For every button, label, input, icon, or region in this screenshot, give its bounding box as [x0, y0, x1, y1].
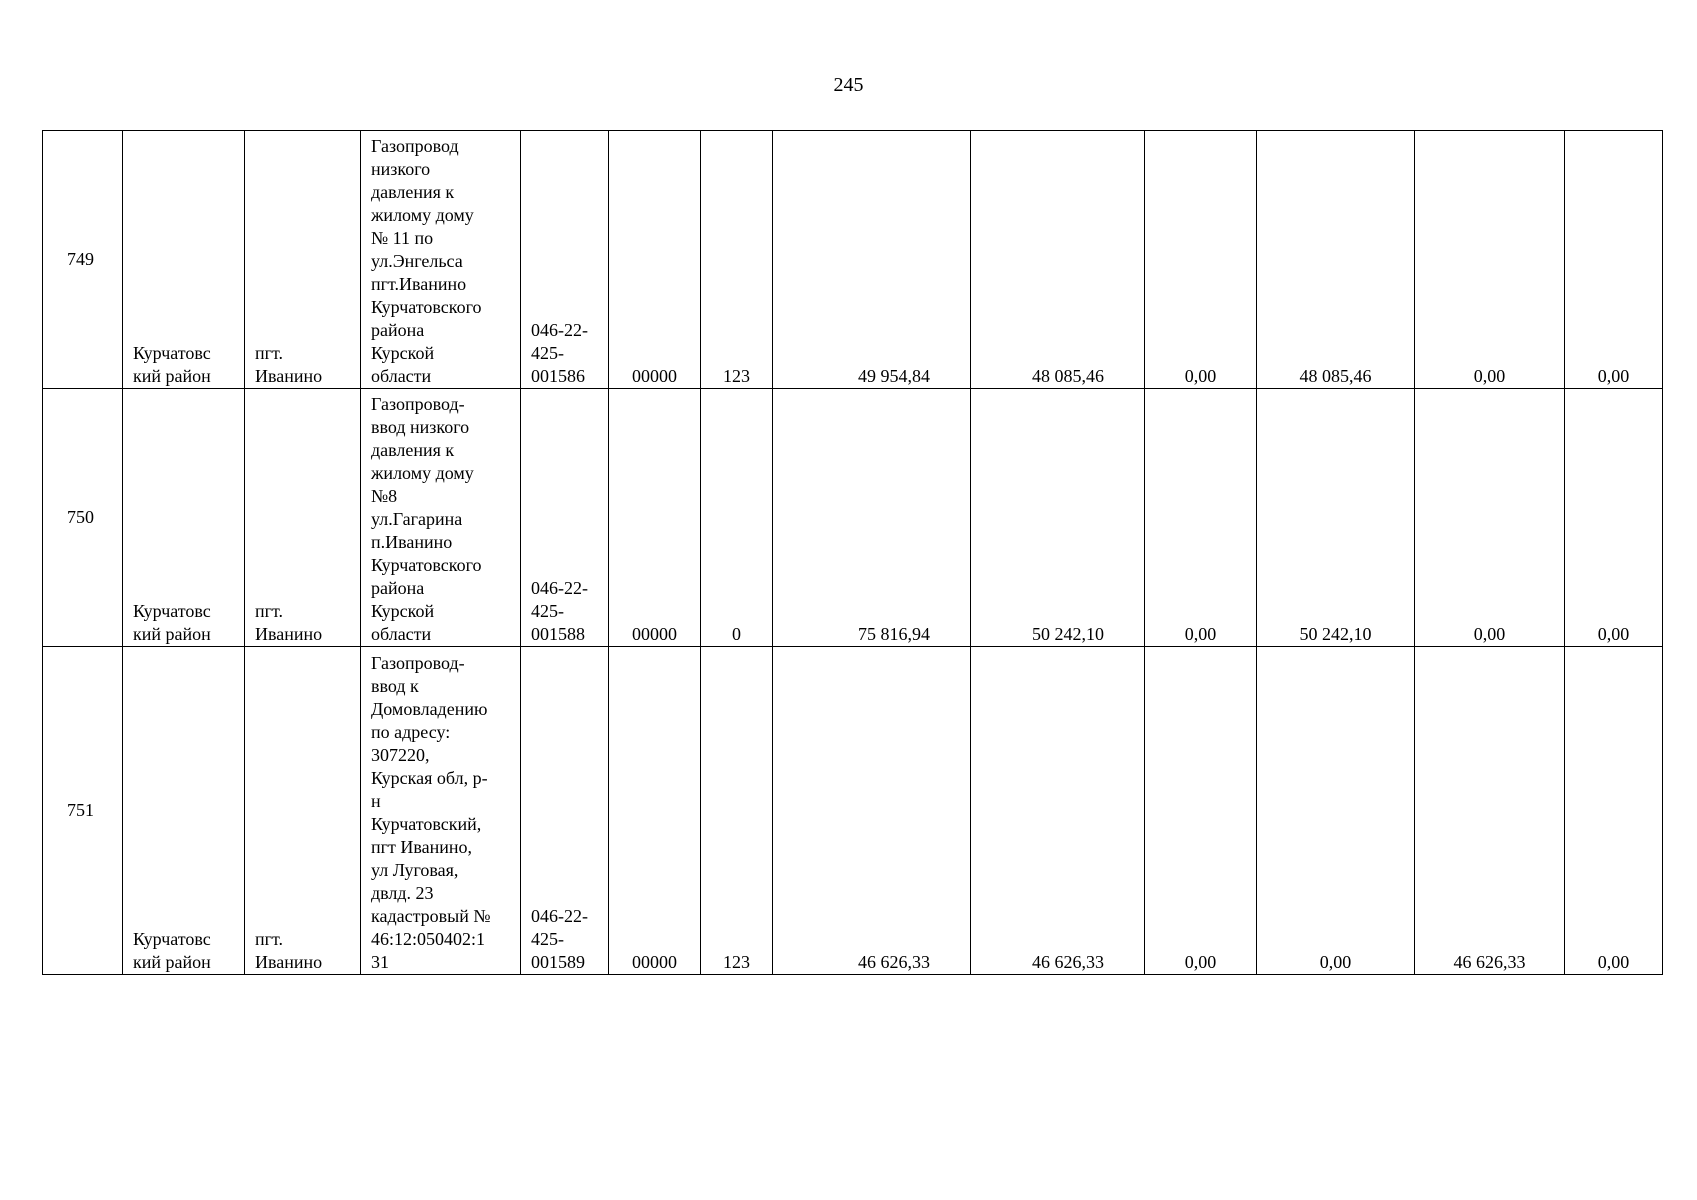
registry-table: [42, 130, 1663, 975]
value-cell-1: 49 954,84: [773, 131, 971, 389]
settlement-cell: пгт. Иванино: [245, 647, 361, 975]
table-row: [43, 647, 1663, 975]
account-cell: 0: [701, 389, 773, 647]
value-cell-3: 0,00: [1145, 131, 1257, 389]
value-cell-5: 46 626,33: [1415, 647, 1565, 975]
value-cell-4: 50 242,10: [1257, 389, 1415, 647]
settlement-cell: пгт. Иванино: [245, 389, 361, 647]
inventory-number-cell: 046-22- 425- 001589: [521, 647, 609, 975]
row-number: 750: [43, 389, 123, 647]
value-cell-6: 0,00: [1565, 131, 1663, 389]
settlement-cell: пгт. Иванино: [245, 131, 361, 389]
value-cell-2: 50 242,10: [971, 389, 1145, 647]
value-cell-4: 0,00: [1257, 647, 1415, 975]
account-cell: 123: [701, 647, 773, 975]
value-cell-2: 48 085,46: [971, 131, 1145, 389]
value-cell-3: 0,00: [1145, 389, 1257, 647]
table-row: [43, 131, 1663, 389]
object-name-cell: Газопровод- ввод к Домовладению по адресу: 307220, Курская обл, р- н Курчатовский, пгт Иванино, ул Луговая, двлд. 23 кадастровый № 46:12:050402:1 31: [361, 647, 521, 975]
inventory-number-cell: 046-22- 425- 001586: [521, 131, 609, 389]
object-name-cell: Газопровод- ввод низкого давления к жилому дому №8 ул.Гагарина п.Иванино Курчатовского района Курской области: [361, 389, 521, 647]
value-cell-2: 46 626,33: [971, 647, 1145, 975]
district-cell: Курчатовс кий район: [123, 647, 245, 975]
value-cell-1: 46 626,33: [773, 647, 971, 975]
account-cell: 123: [701, 131, 773, 389]
row-number: 749: [43, 131, 123, 389]
value-cell-3: 0,00: [1145, 647, 1257, 975]
table-row: [43, 389, 1663, 647]
value-cell-5: 0,00: [1415, 389, 1565, 647]
district-cell: Курчатовс кий район: [123, 131, 245, 389]
code-cell: 00000: [609, 131, 701, 389]
code-cell: 00000: [609, 389, 701, 647]
code-cell: 00000: [609, 647, 701, 975]
value-cell-6: 0,00: [1565, 389, 1663, 647]
page-number: 245: [833, 74, 864, 96]
value-cell-4: 48 085,46: [1257, 131, 1415, 389]
district-cell: Курчатовс кий район: [123, 389, 245, 647]
value-cell-6: 0,00: [1565, 647, 1663, 975]
row-number: 751: [43, 647, 123, 975]
inventory-number-cell: 046-22- 425- 001588: [521, 389, 609, 647]
value-cell-1: 75 816,94: [773, 389, 971, 647]
value-cell-5: 0,00: [1415, 131, 1565, 389]
object-name-cell: Газопровод низкого давления к жилому дому № 11 по ул.Энгельса пгт.Иванино Курчатовского района Курской области: [361, 131, 521, 389]
